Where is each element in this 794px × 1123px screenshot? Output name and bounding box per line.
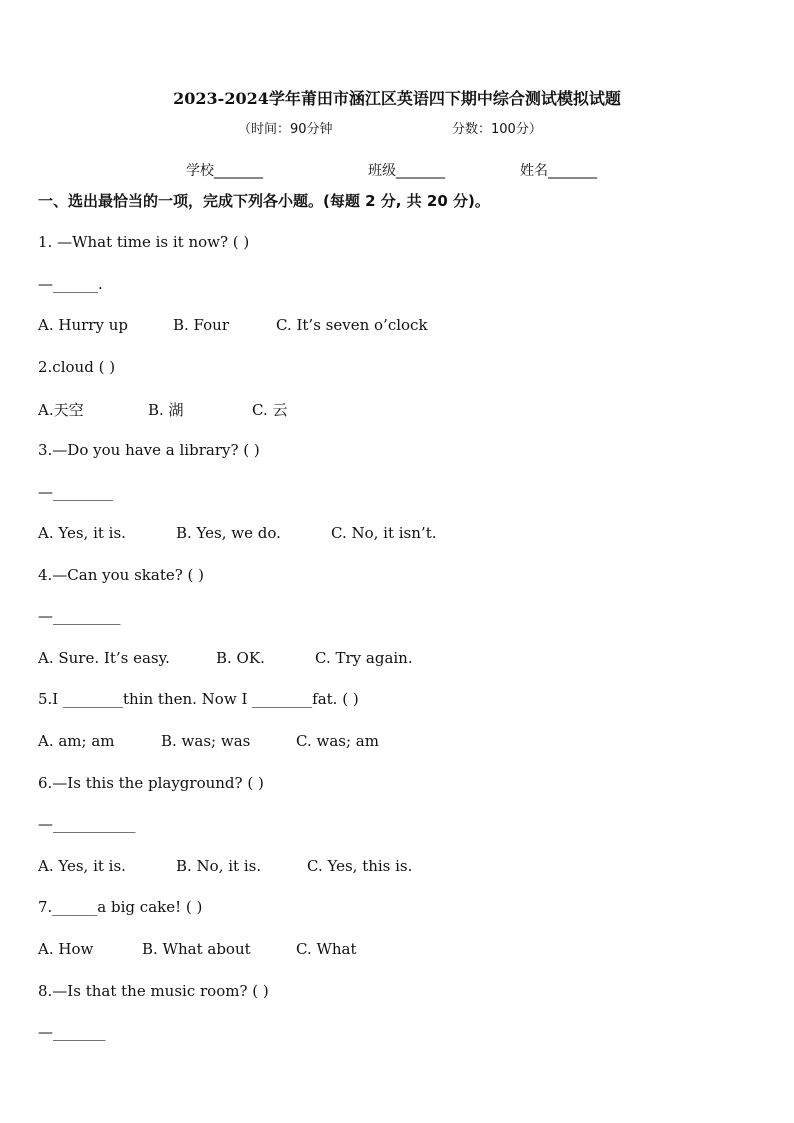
option-c: C. was; am [296,732,379,750]
question-stem: 3.—Do you have a library? ( ) [38,441,260,459]
option-c: C. What [296,940,357,958]
question-stem: 4.—Can you skate? ( ) [38,566,205,584]
option-c: C. It’s seven o’clock [276,316,428,334]
class-field: 班级_______ [368,163,445,179]
answer-line: —______. [38,275,103,293]
question-stem: 2.cloud ( ) [38,358,116,376]
answer-line: —_________ [38,607,121,625]
exam-title: 2023-2024学年莆田市涵江区英语四下期中综合测试模拟试题 [173,89,621,108]
option-a: A. Sure. It’s easy. [38,649,170,667]
answer-line: —___________ [38,815,136,833]
option-b: B. was; was [161,732,251,750]
option-a: A.天空 [38,401,84,419]
option-c: C. Yes, this is. [307,857,413,875]
name-field: 姓名_______ [520,163,597,179]
section-heading: 一、选出最恰当的一项，完成下列各小题。(每题 2 分, 共 20 分)。 [38,192,490,210]
option-a: A. How [38,940,94,958]
exam-time: （时间：90分钟 [238,122,333,137]
option-b: B. OK. [216,649,265,667]
answer-line: —_______ [38,1023,106,1041]
option-c: C. Try again. [315,649,413,667]
option-a: A. Yes, it is. [38,524,126,542]
question-stem: 1. —What time is it now? ( ) [38,233,250,251]
option-c: C. 云 [252,401,288,419]
answer-line: —________ [38,483,113,501]
question-stem: 7.______a big cake! ( ) [38,898,203,916]
question-stem: 6.—Is this the playground? ( ) [38,774,264,792]
option-a: A. Hurry up [38,316,128,334]
option-c: C. No, it isn’t. [331,524,437,542]
question-stem: 8.—Is that the music room? ( ) [38,982,269,1000]
option-b: B. 湖 [148,401,184,419]
option-a: A. am; am [38,732,115,750]
option-b: B. Yes, we do. [176,524,281,542]
option-b: B. Four [173,316,230,334]
option-a: A. Yes, it is. [38,857,126,875]
exam-score: 分数：100分） [452,122,542,137]
option-b: B. What about [142,940,251,958]
option-b: B. No, it is. [176,857,262,875]
question-stem: 5.I ________thin then. Now I ________fat. ( ) [38,690,359,708]
school-field: 学校_______ [186,163,263,179]
